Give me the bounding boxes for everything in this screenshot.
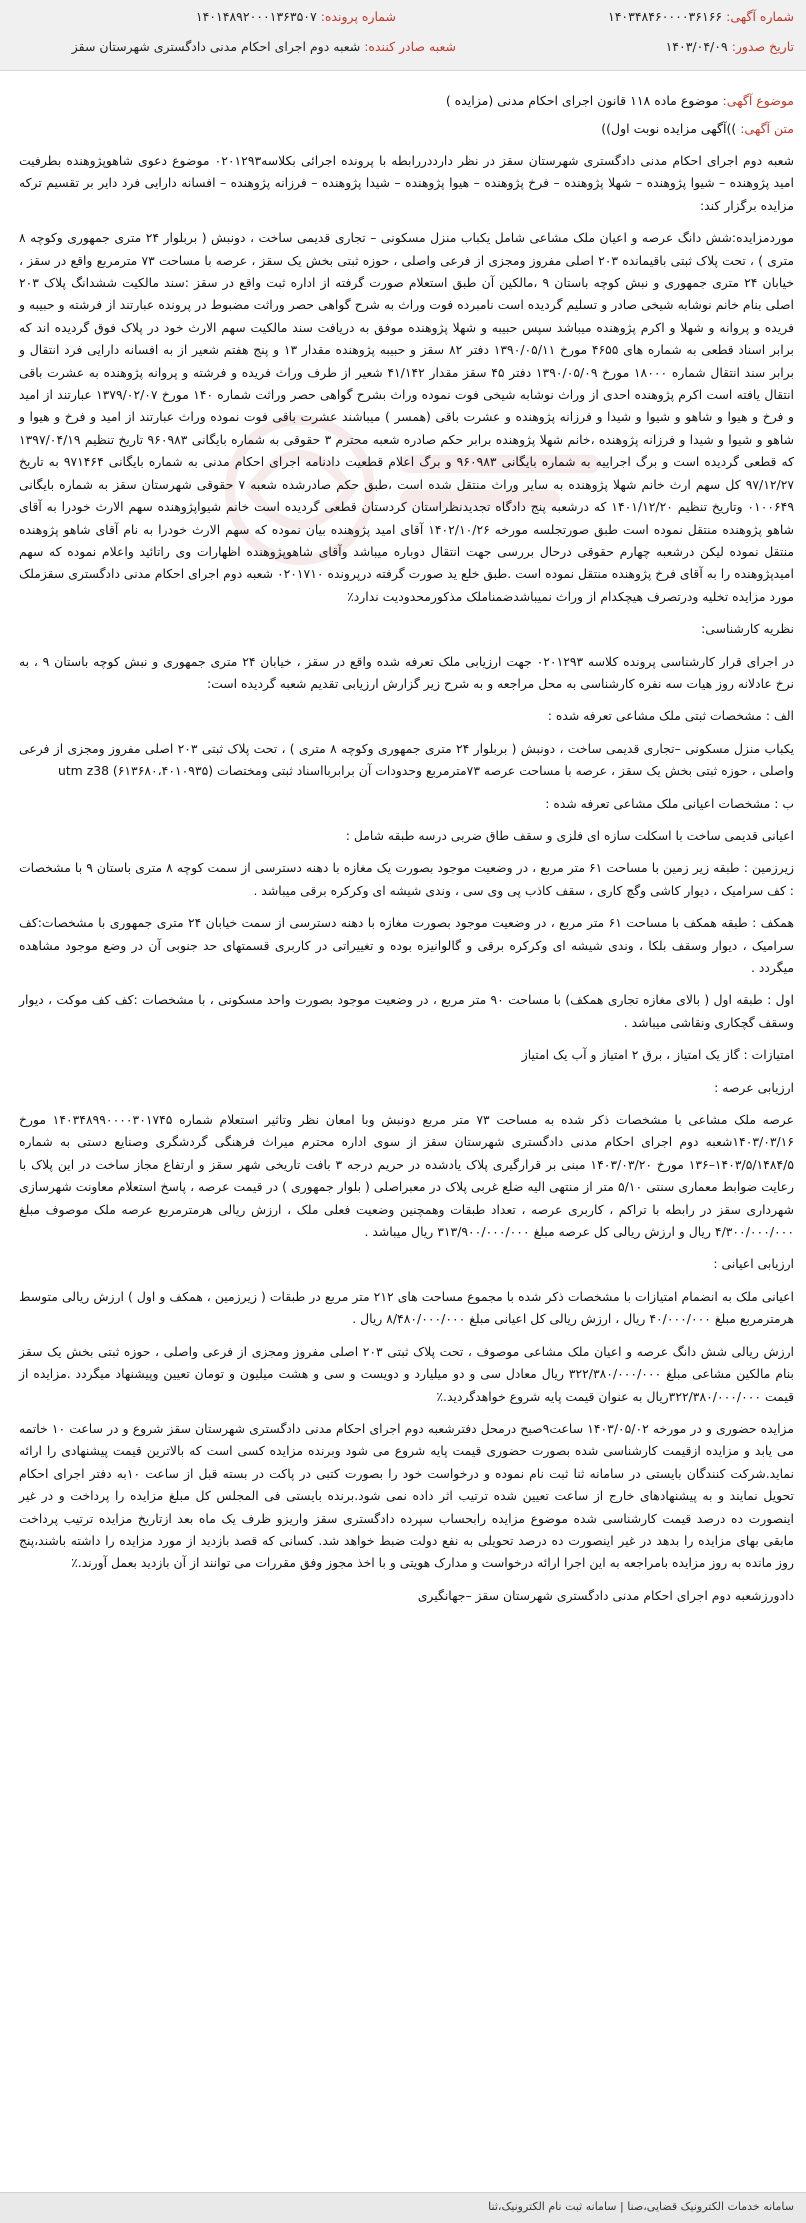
issuer-row <box>72 38 456 56</box>
ad-text-title: ))آگهی مزایده نوبت اول)) <box>601 121 737 136</box>
ad-number-value: ۱۴۰۳۴۸۴۶۰۰۰۰۳۶۱۶۶ <box>607 9 723 24</box>
basement-paragraph: زیرزمین : طبقه زیر زمین با مساحت ۶۱ متر مربع ، در وضعیت موجود بصورت یک مغازه با دهنه دسترسی از سمت کوچه ۸ متری باستان ۹ با مشخصات : کف سرامیک ، دیوار کاشی وگچ کاری ، سقف کاذب پی وی سی ، وندی شیشه ای وکرکره برقی میباشد . <box>19 860 794 898</box>
issuer-value: شعبه دوم اجرای احکام مدنی دادگستری شهرستان سقز <box>71 39 361 54</box>
ad-text-label: متن آگهی: <box>740 121 794 136</box>
case-number-value: ۱۴۰۱۴۸۹۲۰۰۰۱۳۶۳۵۰۷ <box>195 9 317 24</box>
expert-opinion-heading: نظریه کارشناسی: <box>701 621 794 637</box>
total-valuation-paragraph: ارزش ریالی شش دانگ عرصه و اعیان ملک مشاعی موصوف ، تحت پلاک ثبتی ۲۰۳ اصلی مفروز ومجزی از فرعی واصلی ، حوزه ثبتی بخش یک سقز بنام مالکین مشاعی مبلغ ۳۲۲/۳۸۰/۰۰۰/۰۰۰ ریال معادل سی و دو میلیارد و دویست و سی و هشت میلیون و تومان تعیین وپیشنهاد میگردد .مزایده از قیمت ۳۲۲/۳۸۰/۰۰۰/۰۰۰ریال به عنوان قیمت پایه شروع خواهدگردید.٪ <box>19 1343 794 1404</box>
first-floor-paragraph: اول : طبقه اول ( بالای مغازه تجاری همکف) با مساحت ۹۰ متر مربع ، در وضعیت موجود بصورت واحد مسکونی ، با مشخصات :کف کف موکت ، دیوار وسقف گچکاری ونقاشی میباشد . <box>19 992 794 1030</box>
building-specs-heading: ب : مشخصات اعیانی ملک مشاعی تعرفه شده : <box>545 795 794 811</box>
announcement-header <box>0 0 806 71</box>
announcement-body <box>19 150 794 1617</box>
issuer-label: شعبه صادر کننده: <box>364 39 456 54</box>
issue-date-value: ۱۴۰۳/۰۴/۰۹ <box>665 39 728 54</box>
ground-floor-paragraph: همکف : طبقه همکف با مساحت ۶۱ متر مربع ، در وضعیت موجود بصورت مغازه با دهنه دسترسی از سمت خیابان ۲۴ متری جمهوری با مشخصات:کف سرامیک ، دیوار وسقف بلکا ، وندی شیشه ای وکرکره برقی و گالوانیزه بوده و تغییراتی در کاربری قسمتهای حد جنوبی آن در وضع موجود مشاهده میگردد . <box>19 915 794 975</box>
auction-subject-paragraph: موردمزایده:شش دانگ عرصه و اعیان ملک مشاعی شامل یکباب منزل مسکونی – تجاری قدیمی ساخت ، دونبش ( بربلوار ۲۴ متری جمهوری وکوچه ۸ متری ) ، تحت پلاک ثبتی باقیمانده ۲۰۳ اصلی مفروز ومجزی از فرعی واصلی ، حوزه ثبتی بخش یک سقز ، عرصه با مساحت ۷۳ مترمربع واقع در سقز ، خیابان ۲۴ متری جمهوری و نبش کوچه باستان ۹ ،مالکین آن طبق استعلام صورت گرفته از اداره ثبت واقع در سقز :سند مالکیت ششدانگ پلاک ۲۰۳ اصلی بنام خانم نوشابه شیخی صادر و تسلیم گردیده است نامبرده فوت وراث به شرح گواهی حصر وراثت مضبوط در پرونده عبارتند از فرشته و حبیبه و فریده و پروانه و شهلا و اکرم پژوهنده میباشد سپس حبیبه و شهلا پژوهنده موفق به دریافت سند مالکیت سهم الارث خود در پلاک فوق گردیده اند که برابر اسناد قطعی به شماره های ۴۶۵۵ مورخ ۱۳۹۰/۰۵/۱۱ دفتر ۸۲ سقز و حبیبه پژوهنده مقدار ۱۳ و پنج هفتم شعیر از به افسانه دارایی فرد انتقال و برابر سند انتقال شماره ۱۸۰۰۰ مورخ ۱۳۹۰/۰۵/۰۹ دفتر ۴۵ سقز مقدار ۴۱/۱۴۲ شعیر از طرف وراث فریده و فرشته و پروانه پژوهنده به عشرت باقی انتقال یافته است اکرم پژوهنده احدی از وراث نوشابه شیخی فوت نموده وراث بشرح گواهی حصر وراثت شماره ۱۴۰ مورخ ۱۳۷۹/۰۲/۰۷ عبارتند از امید و فرخ و هیوا و شاهو و شیوا و شیدا و فرزانه پژوهنده و عشرت باقی (همسر ) میباشند عشرت باقی فوت نموده وراث عبارتند از امید و فرخ و هیوا و شاهو و شیوا و شیدا و فرزانه پژوهنده ،خانم شهلا پژوهنده برابر حکم صادره شعبه محترم ۳ حقوقی به شماره بایگانی ۹۶۰۹۸۳ تاریخ تنظیم ۱۳۹۷/۰۴/۱۹ که قطعی گردیده است و برگ اجراییه به شماره بایگانی ۹۶۰۹۸۳ و برگ اعلام قطعیت دادنامه اجرای احکام مدنی به شماره بایگانی ۹۷۱۴۶۴ به تاریخ ۹۷/۱۲/۲۷ کل سهم ارث خانم شهلا پژوهنده به سایر وراث منتقل شده است ،طبق حکم صادرشده شعبه ۷ حقوقی شهرستان سقز به شماره بایگانی ۰۱۰۰۶۴۹ وتاریخ تنظیم ۱۴۰۱/۱۲/۲۰ که درشعبه پنج دادگاه تجدیدنظراستان کردستان قطعی گردیده است خانم شیواپژوهنده سهم الارث خودرا به آقای شاهو پژوهنده منتقل نموده است طبق صورتجلسه مورخه ۱۴۰۲/۱۰/۲۶ آقای امید پژوهنده بیان نموده که سهم الارث خودرا به نام آقای شاهو پژوهنده منتقل نموده لیکن درشعبه چهارم حقوقی درحال بررسی جهت انتقال دوباره میباشد وآقای شاهوپژوهنده اظهارات وی راتائید واعلام نموده که سهم امیدپژوهنده را به آقای فرخ پژوهنده منتقل نموده است .طبق خلع ید صورت گرفته درپرونده ۰۲۰۱۷۱۰ شعبه دوم اجرای احکام مدنی دادگستری سقزملک مورد مزایده تخلیه ودرتصرف هیچکدام از وراث نمیباشدضمناملک مذکورمحدودیت ندارد٪ <box>19 230 795 604</box>
land-valuation-heading: ارزیابی عرصه : <box>714 1079 794 1095</box>
ad-subject-label: موضوع آگهی: <box>722 93 794 108</box>
auction-terms-paragraph: مزایده حضوری و در مورخه ۱۴۰۳/۰۵/۰۲ ساعت۹صبح درمحل دفترشعبه دوم اجرای احکام مدنی دادگستری شهرستان سقز شروع و در ساعت ۱۰ خاتمه می یابد و مزایده ازقیمت کارشناسی شده بصورت حضوری قیمت پایه شروع می شود وبرنده مزایده کسی است که بالاترین قیمت پیشنهادی را ارائه نماید.شرکت کنندگان بایستی در سامانه ثنا ثبت نام نموده و درخواست خود را بصورت کتبی در پاکت در بسته قبل از ساعت ۱۰به دفتر اجرای احکام تحویل نمایند و به پیشنهادهای خارج از ساعت تعیین شده ترتیب اثر داده نمی شود.برنده بایستی فی المجلس کل مبلغ مزایده را پرداخت و در غیر اینصورت ده درصد قیمت کارشناسی شده موضوع مزایده رابحساب سپرده دادگستری سقز واریزو ظرف یک ماه بعد ازتاریخ مزایده ترتیب پرداخت مابقی بهای مزایده را بدهد در غیر اینصورت ده درصد تحویلی به نفع دولت ضبط خواهد شد. کسانی که قصد بازدید از مورد مزایده را داشته باشند،پنج روز مانده به روز مزایده بامراجعه به این اجرا ارائه درخواست و مدارک هویتی و با اخذ مجوز وفق مقررات می توانند از آن بازدید بعمل آورند.٪ <box>19 1420 795 1571</box>
ad-number-row <box>608 8 794 26</box>
building-valuation-heading: ارزیابی اعیانی : <box>713 1256 794 1272</box>
site-footer <box>0 2192 806 2223</box>
utilities-paragraph: امتیازات : گاز یک امتیاز ، برق ۲ امتیاز و آب یک امتیاز <box>521 1047 794 1063</box>
ad-text-heading <box>601 120 794 138</box>
expert-opinion-paragraph: در اجرای قرار کارشناسی پرونده کلاسه ۰۲۰۱۲۹۳ جهت ارزیابی ملک تعرفه شده واقع در سقز ، خیابان ۲۴ متری جمهوری و نبش کوچه باستان ۹ ، به نرخ عادلانه روز هیات سه نفره کارشناسی به محل مراجعه و به شرح زیر گزارش ارزیابی تقدیم شعبه گردیده است: <box>19 653 795 691</box>
footer-links[interactable]: سامانه خدمات الکترونیک قضایی،صنا | سامانه ثبت نام الکترونیک،ثنا <box>488 2200 794 2213</box>
case-number-label: شماره پرونده: <box>320 9 396 24</box>
intro-paragraph: شعبه دوم اجرای احکام مدنی دادگستری شهرستان سقز در نظر دارددررابطه با پرونده اجرائی بکلاسه۰۲۰۱۲۹۳ موضوع دعوی شاهوپژوهنده بطرفیت امید پژوهنده – شیوا پژوهنده – شهلا پژوهنده – فرخ پژوهنده – هیوا پژوهنده – شیدا پژوهنده – فرزانه پژوهنده – افسانه دارایی فرد دایر بر تقسیم ترکه مزایده برگزار کند: <box>19 153 794 213</box>
land-valuation-paragraph: عرصه ملک مشاعی با مشخصات ذکر شده به مساحت ۷۳ متر مربع دونبش وبا امعان نظر وتاثیر استعلام شماره ۱۴۰۳۴۸۹۹۰۰۰۰۳۰۱۷۴۵ مورخ ۱۴۰۳/۰۳/۱۶شعبه دوم اجرای احکام مدنی دادگستری شهرستان سقز از سوی اداره محترم میراث فرهنگی گردشگری وصنایع دستی به شماره ۱۴۰۳/۵/۱۴۸۴/۵–۱۳۶ مورخ ۱۴۰۳/۰۳/۲۰ مبنی بر قرارگیری پلاک یادشده در حریم درجه ۳ بافت تاریخی شهر سقز و ارتفاع مجاز ساخت در این پلاک با رعایت ضوابط معماری سنتی ۵/۱۰ متر از منتهی الیه ضلع غربی پلاک در معبراصلی ( بلوار جمهوری ) در قیمت عرصه ، پاسخ استعلام معاونت شهرسازی شهرداری سقز در رابطه با تراکم ، کاربری عرصه ، تعداد طبقات وهمچنین وضعیت فعلی ملک ، ارزش ریالی هرمترمربع عرصه ملک موصوف مبلغ ۴/۳۰۰/۰۰۰/۰۰۰ ریال و ارزش ریالی کل عرصه مبلغ ۳۱۳/۹۰۰/۰۰۰/۰۰۰ ریال میباشد . <box>19 1112 794 1240</box>
ad-subject-value: موضوع ماده ۱۱۸ قانون اجرای احکام مدنی (مزایده ) <box>445 93 719 108</box>
building-structure-paragraph: اعیانی قدیمی ساخت با اسکلت سازه ای فلزی و سقف طاق ضربی درسه طبقه شامل : <box>345 827 794 843</box>
registration-specs-paragraph: یکباب منزل مسکونی –تجاری قدیمی ساخت ، دونبش ( بربلوار ۲۴ متری جمهوری وکوچه ۸ متری ) ، تحت پلاک ثبتی ۲۰۳ اصلی مفروز ومجزی از فرعی واصلی ، حوزه ثبتی بخش یک سقز ، عرصه با مساحت عرصه ۷۳مترمربع وحدودات آن برابربااسناد ثبتی ومختصات (۶۱۳۶۸۰،۴۰۱۰۹۳۵) utm z38 <box>19 740 795 779</box>
issue-date-row <box>666 38 794 56</box>
issue-date-label: تاریخ صدور: <box>731 39 794 54</box>
ad-number-label: شماره آگهی: <box>726 9 794 24</box>
signature-line: دادورزشعبه دوم اجرای احکام مدنی دادگستری شهرستان سقز –جهانگیری <box>417 1587 794 1603</box>
registration-specs-heading: الف : مشخصات ثبتی ملک مشاعی تعرفه شده : <box>547 708 794 724</box>
ad-subject <box>446 92 794 110</box>
case-number-row <box>196 8 396 26</box>
building-valuation-paragraph: اعیانی ملک به انضمام امتیازات با مشخصات ذکر شده با مجموع مساحت های ۲۱۲ متر مربع در طبقات ( زیرزمین ، همکف و اول ) ارزش ریالی متوسط هرمترمربع مبلغ ۴۰/۰۰۰/۰۰۰ ریال ، ارزش ریالی کل اعیانی مبلغ ۸/۴۸۰/۰۰۰/۰۰۰ ریال . <box>19 1288 794 1327</box>
